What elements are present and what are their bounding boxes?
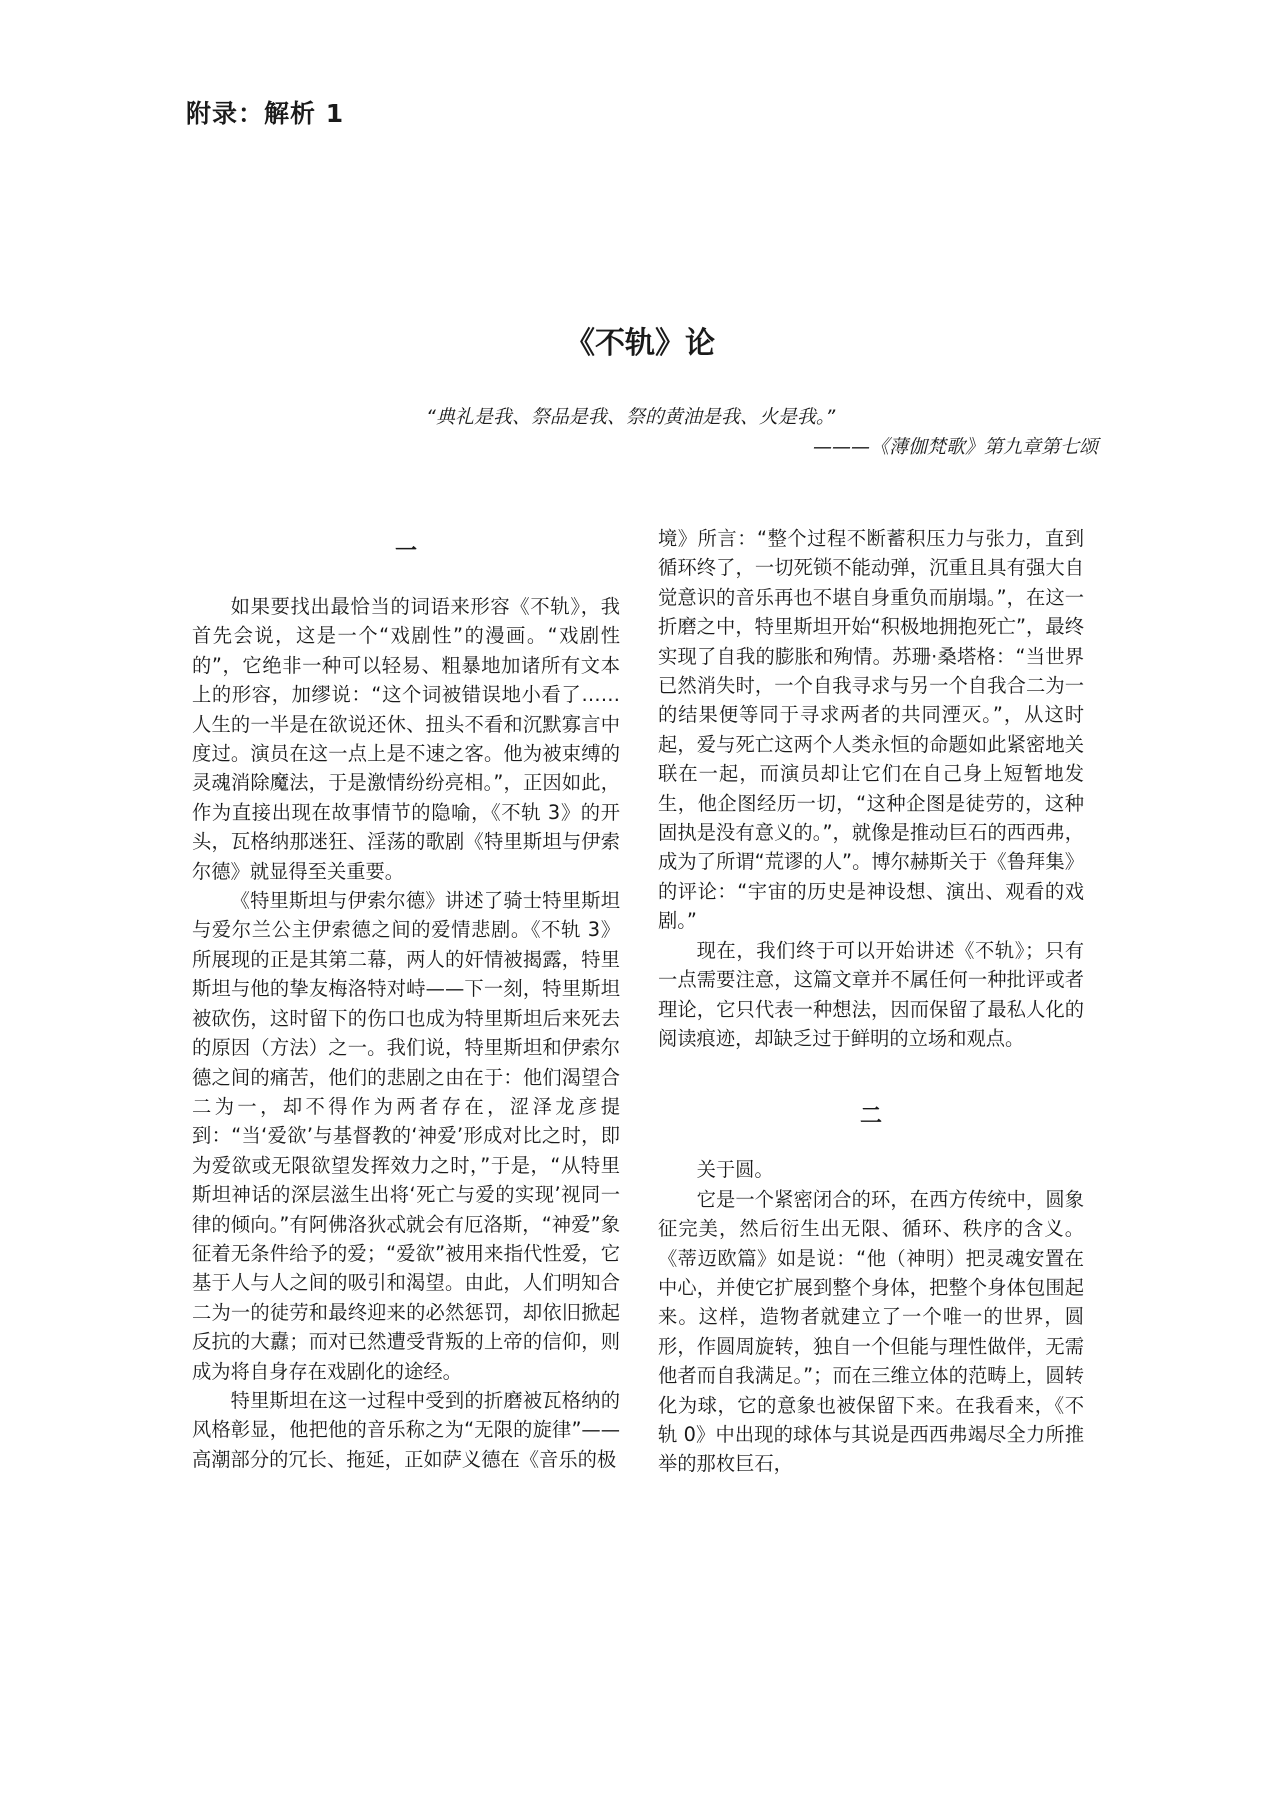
paragraph-continuation: 境》所言：“整个过程不断蓄积压力与张力，直到循环终了，一切死锁不能动弹，沉重且具有强大自觉意识的音乐再也不堪自身重负而崩塌。”，在这一折磨之中，特里斯坦开始“积极地拥抱死亡”，最终实现了自我的膨胀和殉情。苏珊·桑塔格：“当世界已然消失时，一个自我寻求与另一个自我合二为一的结果便等同于寻求两者的共同湮灭。”，从这时起，爱与死亡这两个人类永恒的命题如此紧密地关联在一起，而演员却让它们在自己身上短暂地发生，他企图经历一切，“这种企图是徒劳的，这种固执是没有意义的。”，就像是推动巨石的西西弗，成为了所谓“荒谬的人”。博尔赫斯关于《鲁拜集》的评论：“宇宙的历史是神设想、演出、观看的戏剧。” [658,527,1084,933]
section-number-1: 一 [394,539,417,564]
left-column [192,532,620,1474]
right-column [658,524,1084,1479]
paragraph: 《特里斯坦与伊索尔德》讲述了骑士特里斯坦与爱尔兰公主伊索德之间的爱情悲剧。《不轨 3》所展现的正是其第二幕，两人的奸情被揭露，特里斯坦与他的挚友梅洛特对峙——下一刻，特里斯坦被砍伤，这时留下的伤口也成为特里斯坦后来死去的原因（方法）之一。我们说，特里斯坦和伊索尔德之间的痛苦，他们的悲剧之由在于：他们渴望合二为一，却不得作为两者存在，涩泽龙彦提到：“当‘爱欲’与基督教的‘神爱’形成对比之时，即为爱欲或无限欲望发挥效力之时，”于是，“从特里斯坦神话的深层滋生出将‘死亡与爱的实现’视同一律的倾向。”有阿佛洛狄忒就会有厄洛斯，“神爱”象征着无条件给予的爱；“爱欲”被用来指代性爱，它基于人与人之间的吸引和渴望。由此，人们明知合二为一的徒劳和最终迎来的必然惩罚，却依旧掀起反抗的大纛；而对已然遭受背叛的上帝的信仰，则成为将自身存在戏剧化的途经。 [192,889,620,1383]
paragraph-continued: 现在，我们终于可以开始讲述《不轨》；只有一点需要注意，这篇文章并不属任何一种批评或者理论，它只代表一种想法，因而保留了最私人化的阅读痕迹，却缺乏过于鲜明的立场和观点。 [658,938,1084,1050]
paragraph: 特里斯坦在这一过程中受到的折磨被瓦格纳的风格彰显，他把他的音乐称之为“无限的旋律”——高潮部分的冗长、拖延，正如萨义德在《音乐的极 [192,1388,620,1471]
paragraph: 它是一个紧密闭合的环，在西方传统中，圆象征完美，然后衍生出无限、循环、秩序的含义。《蒂迈欧篇》如是说：“他（神明）把灵魂安置在中心，并使它扩展到整个身体，把整个身体包围起来。这样，造物者就建立了一个唯一的世界，圆形，作圆周旋转，独自一个但能与理性做伴，无需他者而自我满足。”；而在三维立体的范畴上，圆转化为球，它的意象也被保留下来。在我看来，《不轨 0》中出现的球体与其说是西西弗竭尽全力所推举的那枚巨石， [658,1187,1084,1476]
appendix-label: 附录：解析 1 [186,99,345,128]
epigraph [400,402,1100,462]
paragraph: 如果要找出最恰当的词语来形容《不轨》，我首先会说，这是一个“戏剧性”的漫画。“戏剧性的”，它绝非一种可以轻易、粗暴地加诸所有文本上的形容，加缪说：“这个词被错误地小看了……人生的一半是在欲说还休、扭头不看和沉默寡言中度过。演员在这一点上是不速之客。他为被束缚的灵魂消除魔法，于是激情纷纷亮相。”，正因如此，作为直接出现在故事情节的隐喻，《不轨 3》的开头，瓦格纳那迷狂、淫荡的歌剧《特里斯坦与伊索尔德》就显得至关重要。 [192,595,620,883]
document-title: 《不轨》论 [565,326,715,361]
epigraph-quote: “典礼是我、祭品是我、祭的黄油是我、火是我。” [426,406,836,428]
epigraph-source: ———《薄伽梵歌》第九章第七颂 [812,436,1098,458]
paragraph: 关于圆。 [696,1158,774,1182]
section-number-2: 二 [859,1104,882,1130]
